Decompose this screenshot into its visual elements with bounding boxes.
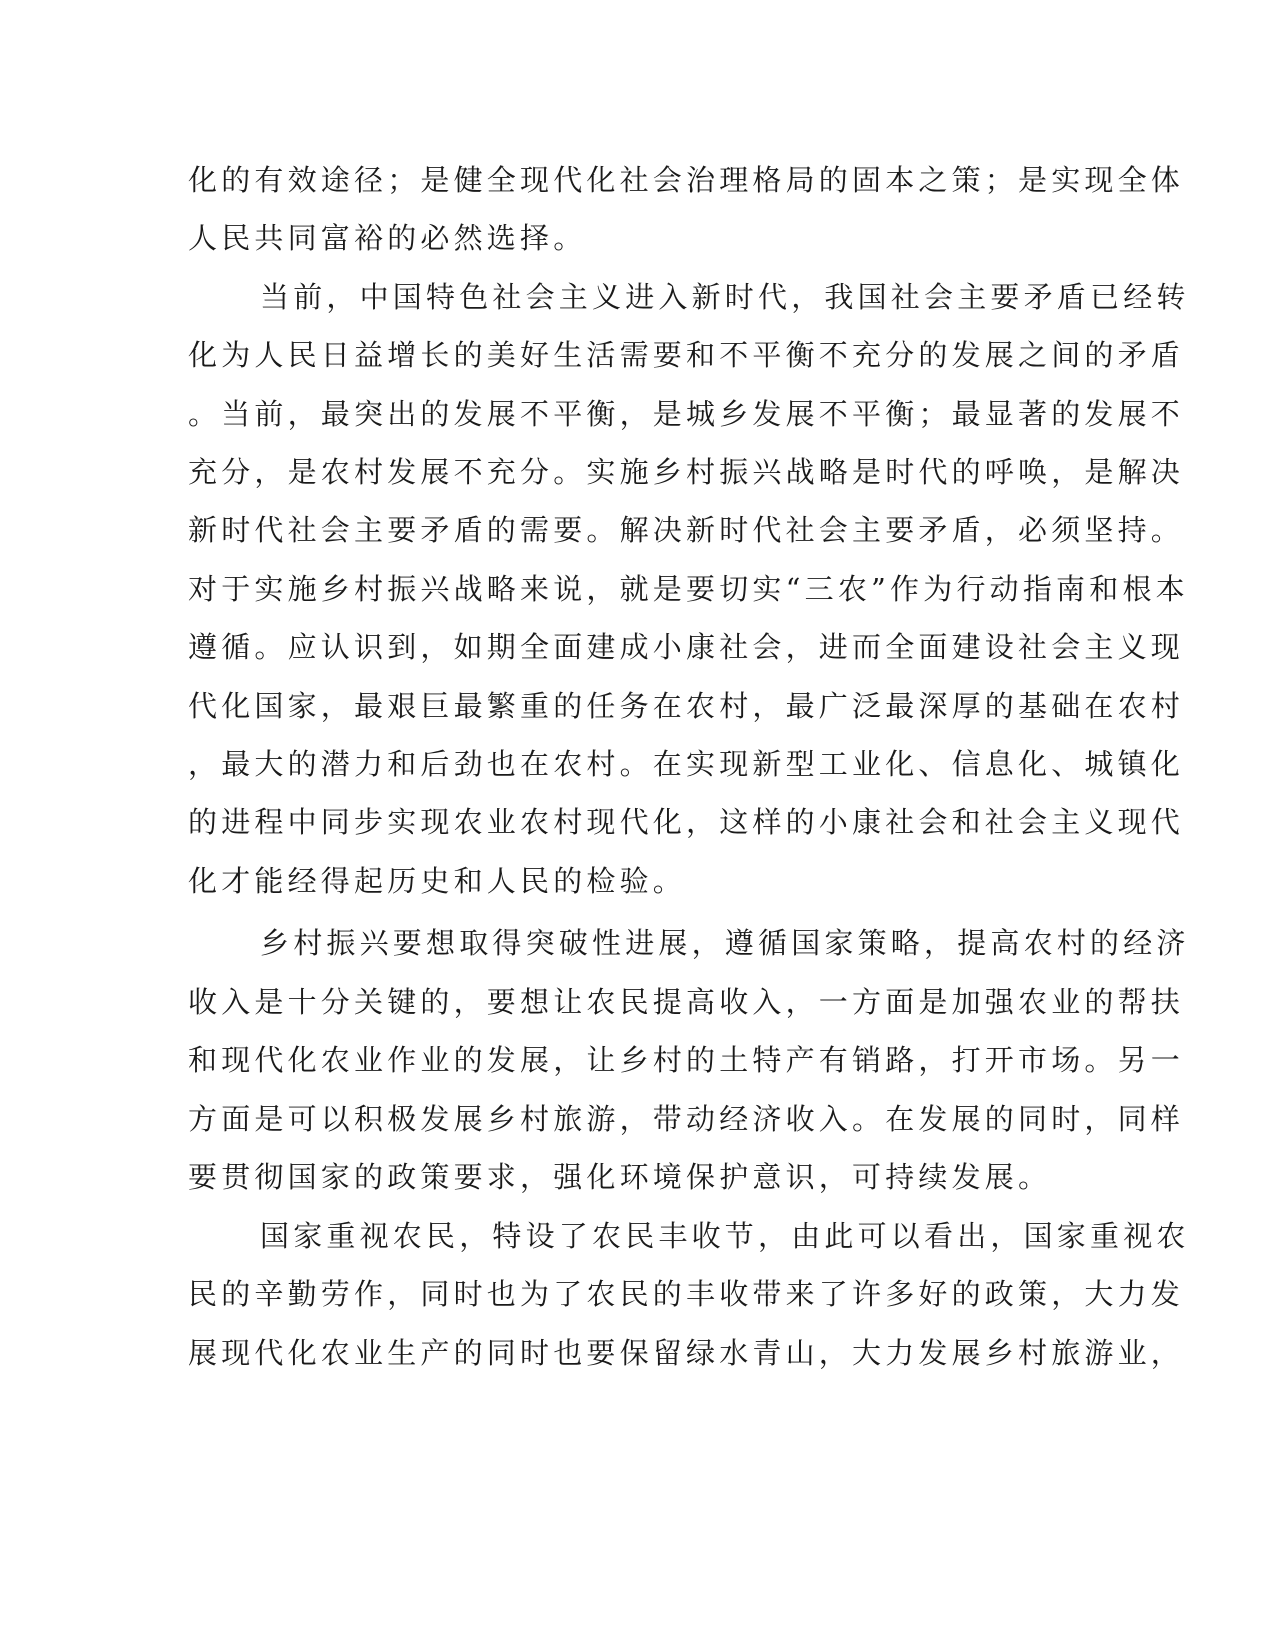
text-line: 充分，是农村发展不充分。实施乡村振兴战略是时代的呼唤，是解决: [188, 455, 1185, 489]
text-line: 化的有效途径；是健全现代化社会治理格局的固本之策；是实现全体: [188, 163, 1185, 197]
text-line: 要贯彻国家的政策要求，强化环境保护意识，可持续发展。: [188, 1160, 1052, 1194]
text-line: 新时代社会主要矛盾的需要。解决新时代社会主要矛盾，必须坚持。: [188, 513, 1185, 547]
text-line: 化才能经得起历史和人民的检验。: [188, 864, 687, 898]
paragraph-start-line: 当前，中国特色社会主义进入新时代，我国社会主要矛盾已经转: [260, 280, 1190, 314]
text-line: 代化国家，最艰巨最繁重的任务在农村，最广泛最深厚的基础在农村: [188, 689, 1185, 723]
paragraph-start-line: 乡村振兴要想取得突破性进展，遵循国家策略，提高农村的经济: [260, 926, 1190, 960]
text-line: 。当前，最突出的发展不平衡，是城乡发展不平衡；最显著的发展不: [188, 397, 1185, 431]
text-line: 和现代化农业作业的发展，让乡村的土特产有销路，打开市场。另一: [188, 1043, 1185, 1077]
text-line: 对于实施乡村振兴战略来说，就是要切实“三农”作为行动指南和根本: [188, 572, 1189, 606]
text-line: 的进程中同步实现农业农村现代化，这样的小康社会和社会主义现代: [188, 805, 1185, 839]
text-line: 展现代化农业生产的同时也要保留绿水青山，大力发展乡村旅游业，: [188, 1336, 1185, 1370]
text-line: 化为人民日益增长的美好生活需要和不平衡不充分的发展之间的矛盾: [188, 338, 1185, 372]
text-line: 人民共同富裕的必然选择。: [188, 221, 587, 255]
text-line: ，最大的潜力和后劲也在农村。在实现新型工业化、信息化、城镇化: [188, 747, 1185, 781]
text-line: 收入是十分关键的，要想让农民提高收入，一方面是加强农业的帮扶: [188, 985, 1185, 1019]
paragraph-start-line: 国家重视农民，特设了农民丰收节，由此可以看出，国家重视农: [260, 1219, 1190, 1253]
text-line: 方面是可以积极发展乡村旅游，带动经济收入。在发展的同时，同样: [188, 1102, 1185, 1136]
text-line: 遵循。应认识到，如期全面建成小康社会，进而全面建设社会主义现: [188, 630, 1185, 664]
text-line: 民的辛勤劳作，同时也为了农民的丰收带来了许多好的政策，大力发: [188, 1277, 1185, 1311]
